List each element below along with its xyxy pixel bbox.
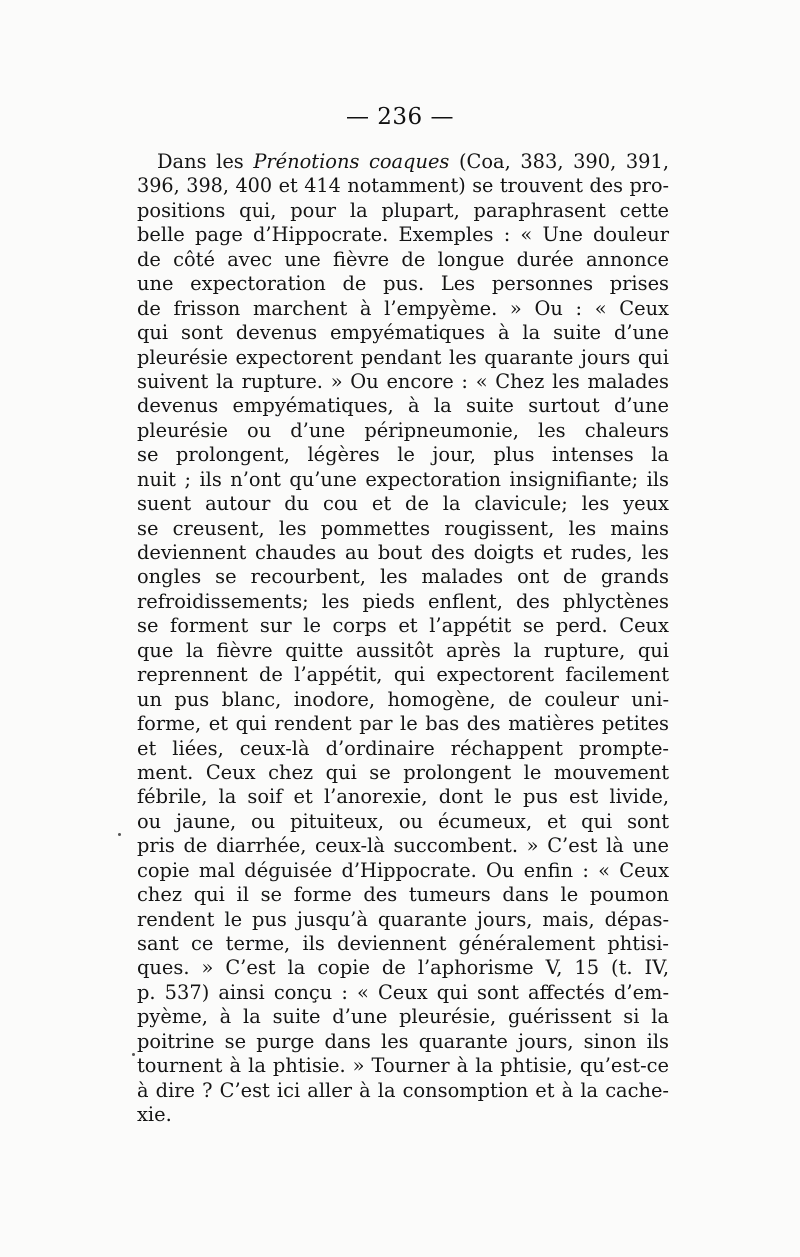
text-segment: sant ce terme, ils deviennent généralement phtisi- <box>137 932 669 955</box>
text-segment: se prolongent, légères le jour, plus intenses la <box>137 443 669 467</box>
text-line <box>137 321 669 345</box>
text-segment: ques. » C’est la copie de l’aphorisme V, 15 (t. IV, <box>137 956 669 980</box>
text-line <box>137 688 669 712</box>
text-segment: une expectoration de pus. Les personnes prises <box>137 272 669 296</box>
text-segment: refroidissements; les pieds enflent, des phlyctènes <box>137 589 669 613</box>
text-segment: pleurésie ou d’une péripneumonie, les chaleurs <box>137 418 669 442</box>
text-line <box>137 712 669 736</box>
text-line <box>137 443 669 467</box>
page-number: — 236 — <box>345 104 455 130</box>
text-line <box>137 297 669 321</box>
text-segment: de côté avec une fièvre de longue durée annonce <box>137 247 669 271</box>
text-segment: suivent la rupture. » Ou encore : « Chez les malades <box>137 369 669 393</box>
print-speck <box>118 833 121 836</box>
text-line <box>137 1030 669 1054</box>
text-line <box>137 1005 669 1029</box>
text-segment: qui sont devenus empyématiques à la suite d’une <box>137 321 669 345</box>
text-segment: poitrine se purge dans les quarante jours, sinon ils <box>137 1029 669 1053</box>
text-line <box>137 174 669 198</box>
text-line <box>137 541 669 565</box>
text-segment: nuit ; ils n’ont qu’une expectoration insignifiante; ils <box>137 467 669 491</box>
text-line <box>137 908 669 932</box>
text-segment: belle page d’Hippocrate. Exemples : « Une douleur <box>137 223 669 247</box>
text-segment: forme, et qui rendent par le bas des matières petites <box>137 712 669 736</box>
text-segment: ongles se recourbent, les malades ont de grands <box>137 565 669 589</box>
text-line <box>137 370 669 394</box>
text-segment: 396, 398, 400 et 414 notamment) se trouvent des pro- <box>137 174 669 198</box>
text-line <box>137 737 669 761</box>
text-line <box>137 468 669 492</box>
body-text <box>137 150 669 1128</box>
text-line <box>137 883 669 907</box>
text-line <box>137 248 669 272</box>
text-line <box>137 150 669 174</box>
text-line <box>137 394 669 418</box>
text-line <box>137 1079 669 1103</box>
print-speck <box>132 1053 135 1056</box>
text-segment: chez qui il se forme des tumeurs dans le poumon <box>137 883 669 907</box>
text-segment: reprennent de l’appétit, qui expectorent facilement <box>137 663 669 687</box>
text-line <box>137 590 669 614</box>
text-segment: Dans les <box>157 150 254 173</box>
text-segment: positions qui, pour la plupart, paraphrasent cette <box>137 198 669 222</box>
text-segment: de frisson marchent à l’empyème. » Ou : « Ceux <box>137 296 669 320</box>
text-line <box>137 199 669 223</box>
text-line <box>137 785 669 809</box>
text-segment: pris de diarrhée, ceux-là succombent. » C’est là une <box>137 834 669 858</box>
text-segment: et liées, ceux-là d’ordinaire réchappent prompte- <box>137 736 669 760</box>
text-line <box>137 492 669 516</box>
text-line <box>137 859 669 883</box>
text-segment: deviennent chaudes au bout des doigts et rudes, les <box>137 541 669 564</box>
text-segment: pyème, à la suite d’une pleurésie, guérissent si la <box>137 1005 669 1029</box>
text-line <box>137 956 669 980</box>
text-segment: un pus blanc, inodore, homogène, de couleur uni- <box>137 687 669 711</box>
text-line <box>137 419 669 443</box>
text-segment: rendent le pus jusqu’à quarante jours, mais, dépas- <box>137 907 669 931</box>
text-line <box>137 614 669 638</box>
text-segment: fébrile, la soif et l’anorexie, dont le pus est livide, <box>137 785 669 809</box>
text-segment: copie mal déguisée d’Hippocrate. Ou enfin : « Ceux <box>137 858 669 882</box>
text-segment: devenus empyématiques, à la suite surtout d’une <box>137 394 669 418</box>
text-segment: tournent à la phtisie. » Tourner à la phtisie, qu’est-ce <box>137 1054 669 1078</box>
text-line <box>137 517 669 541</box>
text-segment: se forment sur le corps et l’appétit se perd. Ceux <box>137 614 669 638</box>
text-line <box>137 1103 669 1127</box>
text-line <box>137 761 669 785</box>
text-line <box>137 639 669 663</box>
text-line <box>137 981 669 1005</box>
text-line <box>137 834 669 858</box>
text-segment: que la fièvre quitte aussitôt après la rupture, qui <box>137 638 669 662</box>
text-segment: p. 537) ainsi conçu : « Ceux qui sont affectés d’em- <box>137 980 669 1004</box>
italic-title: Prénotions coaques <box>253 150 450 173</box>
text-line <box>137 932 669 956</box>
text-line <box>137 1054 669 1078</box>
text-segment: pleurésie expectorent pendant les quarante jours qui <box>137 345 669 369</box>
text-line <box>137 663 669 687</box>
text-line <box>137 223 669 247</box>
text-line <box>137 346 669 370</box>
text-segment: à dire ? C’est ici aller à la consomption et à la cache- <box>137 1078 669 1102</box>
text-segment: ou jaune, ou pituiteux, ou écumeux, et qui sont <box>137 809 669 833</box>
text-line <box>137 810 669 834</box>
text-segment: (Coa, 383, 390, 391, <box>449 150 669 173</box>
text-segment: ment. Ceux chez qui se prolongent le mouvement <box>137 760 669 784</box>
text-segment: xie. <box>137 1103 172 1127</box>
text-segment: suent autour du cou et de la clavicule; les yeux <box>137 492 669 516</box>
text-segment: se creusent, les pommettes rougissent, les mains <box>137 516 669 540</box>
text-line <box>137 565 669 589</box>
text-line <box>137 272 669 296</box>
